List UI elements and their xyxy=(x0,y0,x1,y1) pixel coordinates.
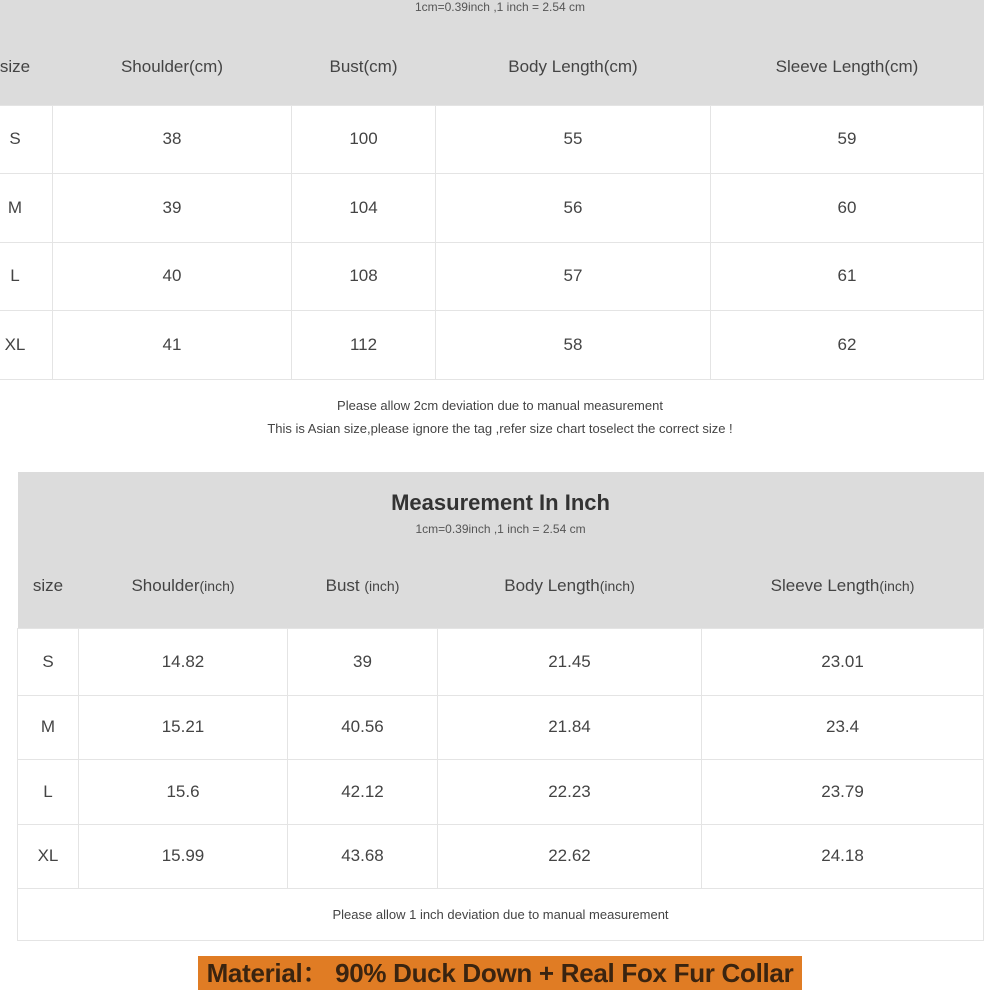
cm-header-row xyxy=(0,0,984,105)
inch-table-row xyxy=(18,628,984,695)
cm-cell: 55 xyxy=(436,105,711,173)
inch-cell: 42.12 xyxy=(288,759,438,824)
header-sleeve-length: Sleeve Length(cm) xyxy=(711,0,984,105)
cm-cell: 39 xyxy=(53,173,292,242)
inch-table-row xyxy=(18,759,984,824)
header-label: Sleeve Length xyxy=(770,576,880,595)
cm-conversion-note: 1cm=0.39inch ,1 inch = 2.54 cm xyxy=(414,0,586,14)
inch-cell: S xyxy=(18,628,79,695)
cm-cell: 104 xyxy=(292,173,436,242)
inch-table-row xyxy=(18,695,984,759)
inch-header-row xyxy=(18,472,984,628)
header-bust: Bust(cm) xyxy=(292,0,436,105)
cm-cell: 58 xyxy=(436,310,711,379)
asian-size-note: This is Asian size,please ignore the tag ,refer size chart toselect the correct size ! xyxy=(267,421,733,436)
inch-cell: 21.45 xyxy=(438,628,702,695)
inch-cell: 39 xyxy=(288,628,438,695)
inch-cell: 15.99 xyxy=(79,824,288,888)
cm-cell: M xyxy=(0,173,53,242)
inch-table-row xyxy=(18,824,984,888)
header-label: Shoulder xyxy=(131,576,200,595)
inch-cell: 15.21 xyxy=(79,695,288,759)
cm-cell: 61 xyxy=(711,242,984,310)
inch-cell: 24.18 xyxy=(702,824,984,888)
inch-header-cell xyxy=(702,576,984,596)
deviation-note-cm: Please allow 2cm deviation due to manual measurement xyxy=(337,398,663,413)
cm-table-row xyxy=(0,310,984,379)
cm-cell: 112 xyxy=(292,310,436,379)
cm-table-row xyxy=(0,242,984,310)
cm-cell: 38 xyxy=(53,105,292,173)
cm-size-table xyxy=(0,0,983,380)
inch-cell: 14.82 xyxy=(79,628,288,695)
inch-header-cell xyxy=(18,576,79,596)
cm-table-row xyxy=(0,173,984,242)
inch-header-cell xyxy=(288,576,438,596)
header-label: Body Length xyxy=(504,576,600,595)
header-unit: (inch) xyxy=(599,578,635,594)
inch-header-cell xyxy=(79,576,288,596)
inch-table-title: Measurement In Inch xyxy=(391,490,610,515)
cm-cell: 59 xyxy=(711,105,984,173)
inch-size-table xyxy=(17,472,983,941)
material-banner: Material： 90% Duck Down + Real Fox Fur Collar xyxy=(198,956,802,990)
header-label: Bust xyxy=(325,576,365,595)
inch-cell: 22.62 xyxy=(438,824,702,888)
header-size: size xyxy=(0,0,53,105)
header-shoulder: Shoulder(cm) xyxy=(53,0,292,105)
cm-cell: 57 xyxy=(436,242,711,310)
header-body-length: Body Length(cm) xyxy=(436,0,711,105)
cm-cell: L xyxy=(0,242,53,310)
inch-cell: XL xyxy=(18,824,79,888)
cm-cell: S xyxy=(0,105,53,173)
inch-cell: 15.6 xyxy=(79,759,288,824)
inch-cell: 23.79 xyxy=(702,759,984,824)
inch-cell: 22.23 xyxy=(438,759,702,824)
deviation-note-inch: Please allow 1 inch deviation due to manual measurement xyxy=(18,888,984,940)
cm-table-row xyxy=(0,105,984,173)
inch-cell: 23.4 xyxy=(702,695,984,759)
cm-cell: 100 xyxy=(292,105,436,173)
header-unit: (inch) xyxy=(199,578,235,594)
header-unit: (inch) xyxy=(879,578,915,594)
cm-cell: 56 xyxy=(436,173,711,242)
header-label: size xyxy=(32,576,64,595)
inch-cell: L xyxy=(18,759,79,824)
header-unit: (inch) xyxy=(364,578,400,594)
cm-cell: 41 xyxy=(53,310,292,379)
inch-header-cell xyxy=(438,576,702,596)
inch-cell: 23.01 xyxy=(702,628,984,695)
inch-cell: M xyxy=(18,695,79,759)
cm-cell: 62 xyxy=(711,310,984,379)
cm-cell: 40 xyxy=(53,242,292,310)
inch-cell: 43.68 xyxy=(288,824,438,888)
cm-cell: 108 xyxy=(292,242,436,310)
cm-cell: XL xyxy=(0,310,53,379)
cm-cell: 60 xyxy=(711,173,984,242)
inch-cell: 21.84 xyxy=(438,695,702,759)
inch-conversion-note: 1cm=0.39inch ,1 inch = 2.54 cm xyxy=(415,522,586,536)
inch-cell: 40.56 xyxy=(288,695,438,759)
